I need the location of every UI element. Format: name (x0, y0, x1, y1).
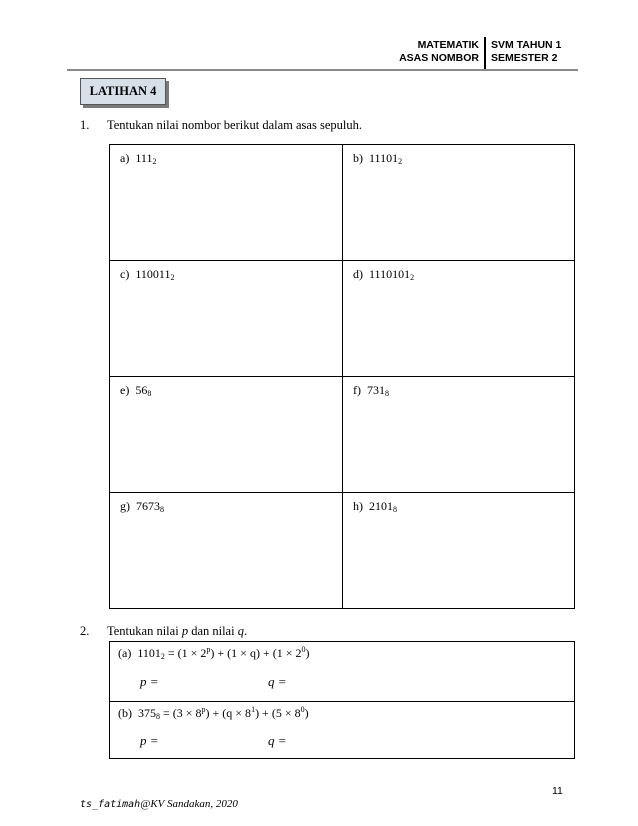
answer-cell-d[interactable] (343, 261, 575, 377)
exercise-title-box: LATIHAN 4 (80, 78, 166, 105)
q2a-eq: ) (305, 646, 310, 660)
q2b-base: 8 (156, 712, 160, 721)
q2-var-q: q (237, 624, 244, 638)
header-rule (67, 69, 578, 71)
q2a-exp: 0 (301, 645, 306, 654)
q2-text-part: . (243, 624, 248, 638)
cell-label: e) (120, 383, 130, 397)
cell-base: 2 (410, 273, 415, 282)
q2b-p-answer[interactable]: p = (140, 733, 159, 748)
q2-divider (110, 701, 574, 702)
answer-cell-f[interactable] (343, 377, 575, 493)
q2a-p-answer[interactable]: p = (140, 674, 159, 689)
footer-author: ts_fatimah (80, 799, 141, 810)
cell-label: h) (353, 499, 363, 513)
cell-base: 2 (398, 157, 403, 166)
q2a-eq: = (1 × 2 (164, 646, 207, 660)
cell-value: 110011 (135, 267, 171, 281)
q2b-number: 375 (138, 706, 156, 720)
answer-cell-a[interactable] (110, 145, 343, 261)
cell-base: 8 (393, 505, 397, 514)
header-subject-line1: MATEMATIK (417, 39, 479, 51)
q2-text-part: dan nilai (188, 624, 238, 638)
q2b-exp: p (201, 705, 206, 714)
q2a-number: 1101 (137, 646, 161, 660)
cell-value: 1110101 (369, 267, 411, 281)
q2b-eq: ) + (5 × 8 (255, 706, 301, 720)
page-number: 11 (552, 785, 563, 797)
cell-base: 8 (160, 505, 164, 514)
question-2-box (109, 641, 575, 759)
header-subject (399, 39, 479, 65)
q2a-label: (a) (118, 646, 132, 660)
q2a-equation (118, 645, 582, 661)
cell-value: 2101 (369, 499, 393, 513)
cell-value: 731 (367, 383, 385, 397)
answer-cell-h[interactable] (343, 493, 575, 609)
footer-credit (80, 798, 238, 810)
cell-value: 11101 (369, 151, 399, 165)
question-1-text: Tentukan nilai nombor berikut dalam asas sepuluh. (107, 118, 362, 132)
header-subject-line2: ASAS NOMBOR (399, 52, 479, 64)
cell-label: f) (353, 383, 361, 397)
header-separator (484, 37, 486, 69)
q2b-eq: ) + (q × 8 (205, 706, 252, 720)
q2b-exp: 1 (251, 705, 256, 714)
cell-label: d) (353, 267, 363, 281)
cell-base: 8 (385, 389, 389, 398)
q2b-equation (118, 705, 582, 721)
header-level-line1: SVM TAHUN 1 (491, 39, 562, 51)
question-2-text (107, 624, 247, 639)
cell-label: g) (120, 499, 130, 513)
q2b-label: (b) (118, 706, 132, 720)
cell-value: 7673 (136, 499, 160, 513)
q2a-exp: p (206, 645, 211, 654)
cell-base: 2 (170, 273, 175, 282)
question-1-number: 1. (80, 118, 90, 132)
q2b-eq: ) (304, 706, 309, 720)
q2a-base: 2 (160, 652, 165, 661)
cell-value: 111 (135, 151, 153, 165)
header-level-line2: SEMESTER 2 (491, 52, 558, 64)
header-level (491, 39, 561, 65)
answer-cell-c[interactable] (110, 261, 343, 377)
cell-base: 8 (147, 389, 152, 398)
q2a-eq: ) + (1 × q) + (1 × 2 (210, 646, 302, 660)
question-1-answer-grid (109, 144, 575, 609)
q2b-q-answer[interactable]: q = (268, 733, 287, 748)
footer-location: @KV Sandakan, 2020 (140, 798, 238, 810)
question-2-number: 2. (80, 624, 90, 638)
q2b-exp: 0 (300, 705, 305, 714)
cell-value: 56 (135, 383, 148, 397)
q2-text-part: Tentukan nilai (107, 624, 182, 638)
cell-label: b) (353, 151, 363, 165)
q2b-eq: = (3 × 8 (160, 706, 202, 720)
answer-cell-e[interactable] (110, 377, 343, 493)
answer-cell-b[interactable] (343, 145, 575, 261)
cell-label: a) (120, 151, 130, 165)
cell-base: 2 (152, 157, 157, 166)
cell-label: c) (120, 267, 130, 281)
answer-cell-g[interactable] (110, 493, 343, 609)
q2-var-p: p (181, 624, 189, 638)
q2a-q-answer[interactable]: q = (268, 674, 287, 689)
